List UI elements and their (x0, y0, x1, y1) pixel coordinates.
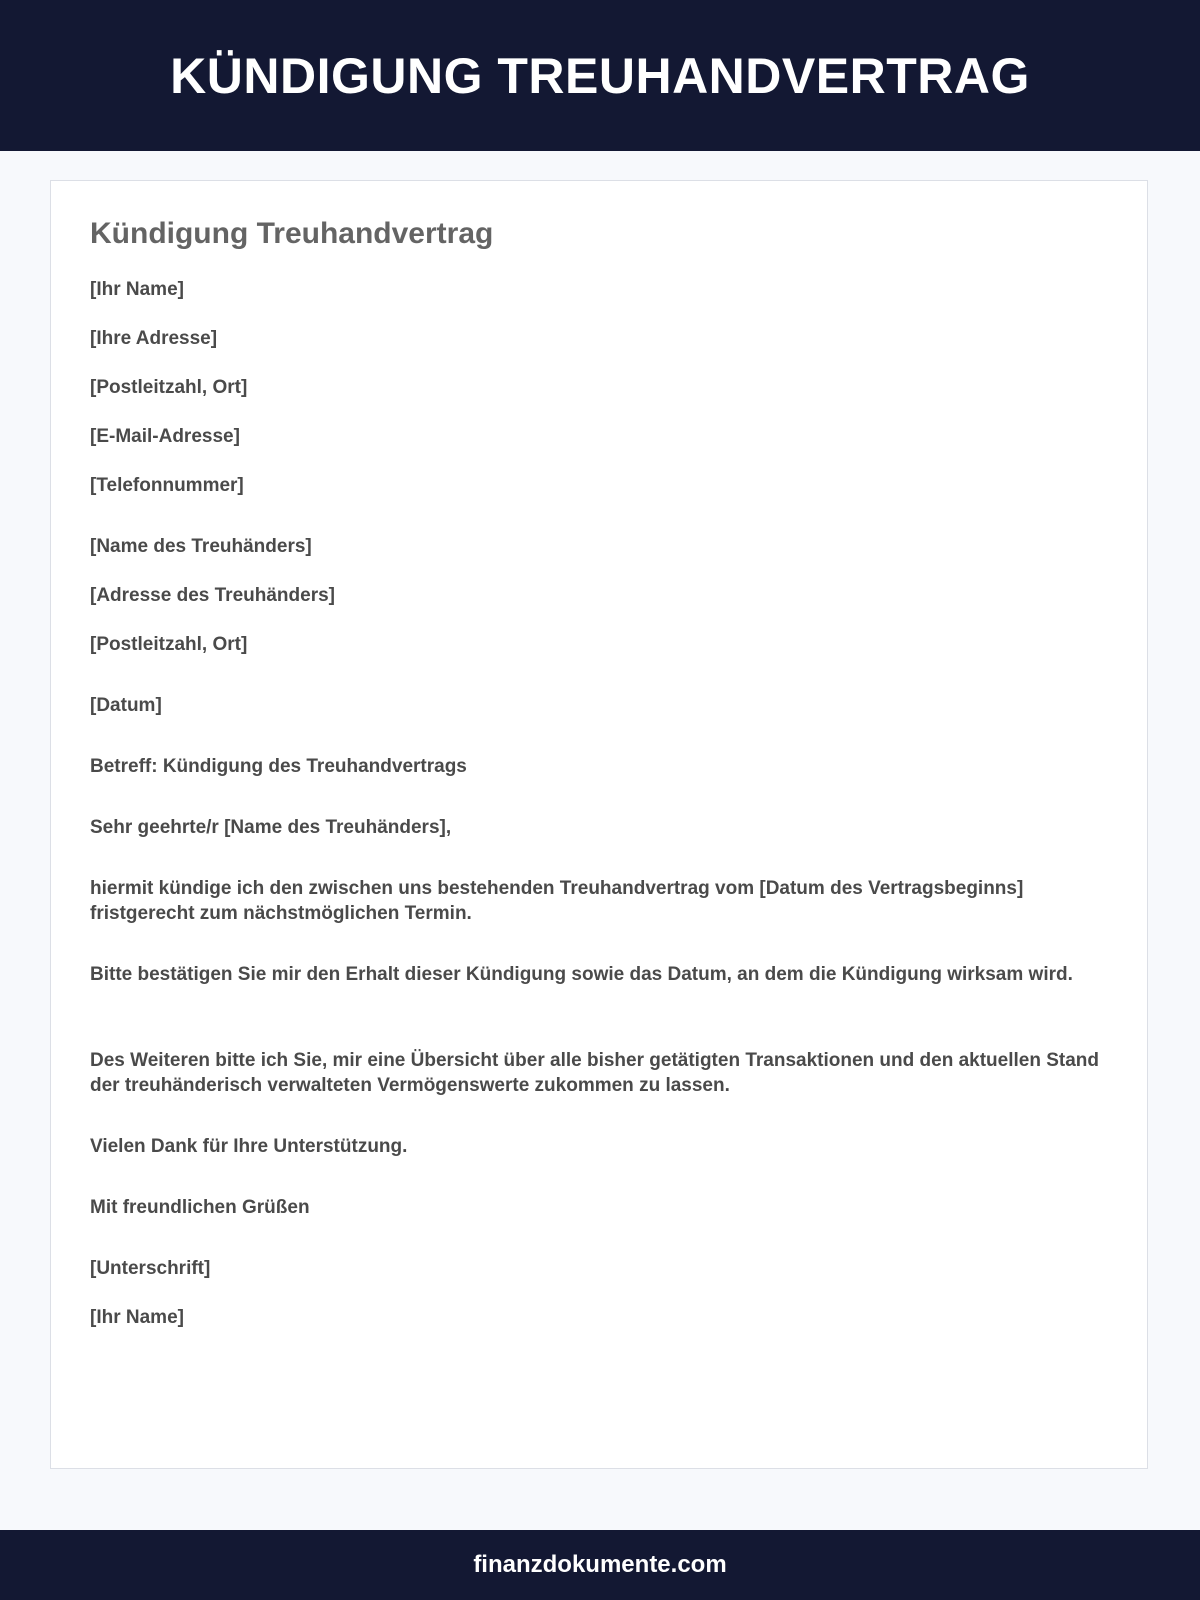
sender-name: [Ihr Name] (90, 279, 184, 300)
body-paragraph-2: Bitte bestätigen Sie mir den Erhalt dieser Kündigung sowie das Datum, an dem die Kündigung wirksam wird. (90, 964, 1073, 985)
footer-site-name: finanzdokumente.com (473, 1551, 727, 1578)
recipient-name: [Name des Treuhänders] (90, 536, 312, 557)
recipient-city: [Postleitzahl, Ort] (90, 634, 248, 655)
header-title: KÜNDIGUNG TREUHANDVERTRAG (170, 47, 1030, 104)
body-paragraph-1: hiermit kündige ich den zwischen uns bestehenden Treuhandvertrag vom [Datum des Vertragsbeginns] fristgerecht zum nächstmöglichen Termin. (90, 878, 1024, 924)
document-title: Kündigung Treuhandvertrag (90, 217, 494, 250)
recipient-address: [Adresse des Treuhänders] (90, 585, 335, 606)
signature-name: [Ihr Name] (90, 1307, 184, 1328)
sender-address: [Ihre Adresse] (90, 328, 218, 349)
page-footer (0, 1530, 1200, 1600)
sender-city: [Postleitzahl, Ort] (90, 377, 248, 398)
sender-phone: [Telefonnummer] (90, 475, 244, 496)
body-paragraph-4: Vielen Dank für Ihre Unterstützung. (90, 1136, 408, 1157)
page-header (0, 0, 1200, 151)
letter-date: [Datum] (90, 695, 162, 716)
letter-salutation: Sehr geehrte/r [Name des Treuhänders], (90, 817, 452, 838)
body-paragraph-3: Des Weiteren bitte ich Sie, mir eine Übersicht über alle bisher getätigten Transaktionen und den aktuellen Stand der treuhänderisch verwalteten Vermögenswerte zukommen zu lassen. (90, 1050, 1100, 1096)
letter-subject: Betreff: Kündigung des Treuhandvertrags (90, 756, 467, 777)
letter-closing: Mit freundlichen Grüßen (90, 1197, 310, 1218)
sender-email: [E-Mail-Adresse] (90, 426, 240, 447)
letter-signature: [Unterschrift] (90, 1258, 211, 1279)
letter-document (50, 180, 1148, 1469)
